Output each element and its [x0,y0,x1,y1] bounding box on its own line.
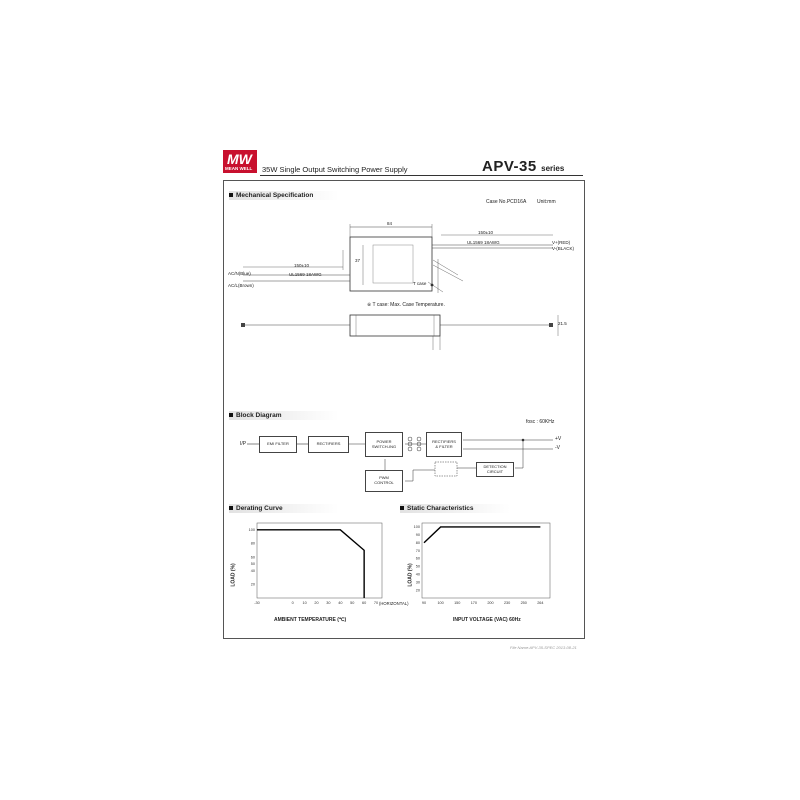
y-tick-label: 40 [415,572,420,577]
block-title: Block Diagram [236,412,282,419]
mean-well-logo [223,150,257,173]
mechanical-title: Mechanical Specification [236,192,314,199]
y-tick-label: 30 [415,580,420,585]
y-tick-label: 60 [415,556,420,561]
derating-ylabel: LOAD (%) [230,563,237,587]
vminus-label: V-(BLACK) [552,246,575,251]
y-tick-label: 100 [413,525,420,530]
y-tick-label: 80 [415,540,420,545]
series-label: series [541,164,565,173]
model-title [482,158,564,176]
y-tick-label: 60 [250,555,255,560]
x-tick-label: 230 [503,601,511,605]
x-tick-label: 40 [338,601,343,605]
static-chart [400,515,580,625]
doc-subtitle: 35W Single Output Switching Power Supply [262,165,408,174]
emi-filter-box: EMI FILTER [259,436,297,453]
plot-area [257,523,382,598]
plot-area [422,523,550,598]
x-tick-label: 250 [520,601,527,605]
vplus-output: +V [555,436,562,442]
tcase-note: ※ T case: Max. Case Temperature. [367,302,445,308]
rectifiers-filter-box: RECTIFIERS & FILTER [426,432,462,457]
logo-text: MW [227,151,252,167]
y-tick-label: 90 [415,533,420,538]
series-line [257,530,364,598]
y-tick-label: 50 [250,562,255,567]
tcase-label: T case [413,281,427,286]
dim-width: 37 [355,258,361,263]
x-tick-label: 90 [421,601,427,605]
y-tick-label: 70 [415,548,420,553]
bullet-square-icon [229,413,233,417]
x-tick-label: 0 [291,601,294,605]
case-label-area [373,245,413,283]
section-title-static [400,505,473,512]
bullet-square-icon [400,506,404,510]
dim-height: 21.5 [558,321,567,326]
dim-length: 84 [387,221,393,226]
x-tick-label: 60 [362,601,367,605]
derating-chart [223,515,403,625]
section-title-mechanical [229,192,313,199]
wire-label-output: UL1569 18AWG [467,240,500,245]
wire-length-input: 150±10 [294,263,309,268]
x-tick-label: 150 [454,601,461,605]
wire-length-output: 150±10 [478,230,493,235]
pwm-control-box: PWM CONTROL [365,470,403,492]
y-tick-label: 100 [248,528,255,533]
derating-xlabel: AMBIENT TEMPERATURE (℃) [274,617,347,623]
ip-label: I/P [240,441,247,447]
rectifiers-box: RECTIFIERS [308,436,349,453]
derating-title: Derating Curve [236,505,283,512]
section-title-block [229,412,282,419]
power-switching-box: POWER SWITCH-ING [365,432,403,457]
y-tick-label: 40 [250,568,255,573]
mechanical-drawing [223,215,583,355]
acn-label: AC/N(Blue) [228,271,251,276]
static-xlabel: INPUT VOLTAGE (VAC) 60Hz [453,617,521,623]
bullet-square-icon [229,193,233,197]
model-name: APV-35 [482,158,537,175]
detection-circuit-box: DETECTION CIRCUIT [476,462,514,477]
header-rule [260,175,583,176]
x-tick-label: 170 [470,601,478,605]
series-line [424,527,540,543]
x-tick-label: 20 [314,601,319,605]
unit-label: Unit:mm [537,199,556,205]
static-title: Static Characteristics [407,505,474,512]
y-tick-label: 50 [415,564,420,569]
x-tick-label: 50 [350,601,355,605]
case-no: Case No.PCD16A [486,199,527,205]
y-tick-label: 80 [250,541,255,546]
y-tick-label: 20 [250,582,255,587]
fosc-label: fosc : 60KHz [526,419,555,425]
x-tick-label: 70 [373,601,379,605]
wire-label-input: UL1569 18AWG [289,272,322,277]
acl-label: AC/L(Brown) [228,283,254,288]
y-tick-label: 20 [415,588,420,593]
x-tick-label: 30 [326,601,331,605]
footer-file-name: File Name:APV-35-SPEC 2013-08-21 [510,645,577,650]
logo-subtext: MEAN WELL [225,166,253,171]
bullet-square-icon [229,506,233,510]
section-title-derating [229,505,283,512]
vplus-label: V+(RED) [552,240,571,245]
x-tick-label: 100 [437,601,444,605]
x-tick-label: -30 [254,601,260,605]
case-side-view [350,315,440,336]
derating-horizontal: (HORIZONTAL) [379,601,409,606]
x-tick-label: 10 [302,601,307,605]
x-tick-label: 264 [537,601,544,605]
vminus-output: -V [555,445,560,451]
static-ylabel: LOAD (%) [407,563,414,587]
x-tick-label: 200 [487,601,494,605]
